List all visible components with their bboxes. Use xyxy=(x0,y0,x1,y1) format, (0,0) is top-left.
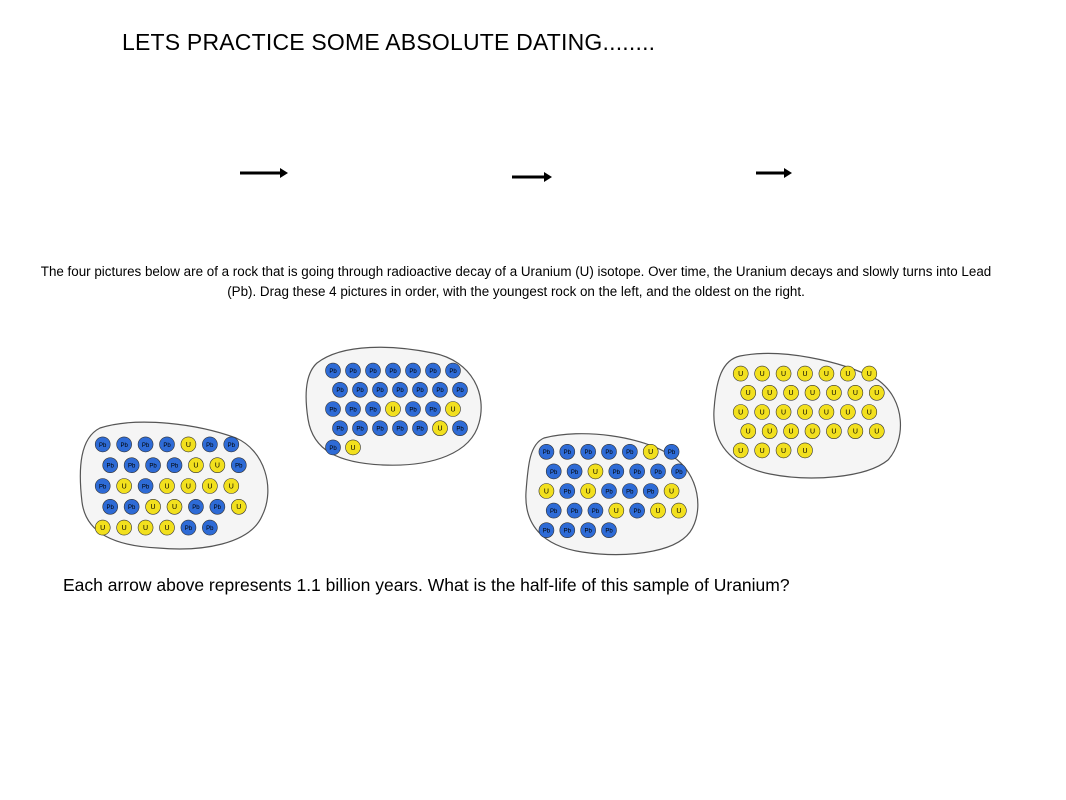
lead-atom xyxy=(453,421,468,436)
svg-text:U: U xyxy=(669,488,675,496)
uranium-atom xyxy=(776,405,791,420)
uranium-atom xyxy=(798,405,813,420)
uranium-atom xyxy=(160,520,175,535)
uranium-atom xyxy=(539,484,554,499)
svg-text:Pb: Pb xyxy=(605,450,613,457)
lead-atom xyxy=(426,402,441,417)
svg-text:U: U xyxy=(759,409,765,417)
svg-text:Pb: Pb xyxy=(416,388,424,395)
svg-text:U: U xyxy=(214,462,220,470)
svg-text:Pb: Pb xyxy=(570,469,579,476)
lead-atom xyxy=(453,382,468,397)
lead-atom xyxy=(231,458,246,473)
svg-text:Pb: Pb xyxy=(396,388,404,395)
svg-text:U: U xyxy=(781,409,787,417)
svg-text:Pb: Pb xyxy=(675,469,683,476)
uranium-atom xyxy=(671,503,686,518)
svg-text:U: U xyxy=(676,508,682,515)
svg-text:Pb: Pb xyxy=(349,407,357,414)
svg-text:Pb: Pb xyxy=(336,426,344,433)
svg-text:Pb: Pb xyxy=(542,450,551,457)
lead-atom xyxy=(326,440,341,455)
svg-text:Pb: Pb xyxy=(336,388,344,395)
lead-atom xyxy=(95,437,110,452)
lead-atom xyxy=(373,421,388,436)
svg-text:U: U xyxy=(193,462,199,470)
lead-atom xyxy=(433,382,448,397)
lead-atom xyxy=(138,479,153,494)
uranium-atom xyxy=(433,421,448,436)
page-title: LETS PRACTICE SOME ABSOLUTE DATING........ xyxy=(122,29,656,55)
lead-atom xyxy=(393,421,408,436)
uranium-atom xyxy=(826,424,841,439)
svg-text:Pb: Pb xyxy=(416,426,424,433)
svg-text:Pb: Pb xyxy=(149,463,157,470)
svg-text:U: U xyxy=(781,447,787,455)
svg-text:U: U xyxy=(767,390,773,398)
uranium-atom xyxy=(643,444,658,459)
svg-text:U: U xyxy=(809,428,816,436)
svg-text:Pb: Pb xyxy=(456,426,464,433)
uranium-atom xyxy=(784,424,799,439)
lead-atom xyxy=(181,520,196,535)
lead-atom xyxy=(406,402,421,417)
uranium-atom xyxy=(188,458,203,473)
svg-text:Pb: Pb xyxy=(667,450,676,457)
svg-text:U: U xyxy=(648,449,654,457)
svg-text:Pb: Pb xyxy=(591,509,600,515)
uranium-atom xyxy=(167,499,182,514)
uranium-atom xyxy=(733,443,748,458)
svg-text:Pb: Pb xyxy=(329,407,337,414)
uranium-atom xyxy=(664,484,679,499)
svg-text:Pb: Pb xyxy=(356,388,364,395)
lead-atom xyxy=(333,382,348,397)
svg-text:U: U xyxy=(543,488,549,496)
svg-text:U: U xyxy=(592,468,598,476)
lead-atom xyxy=(393,382,408,397)
lead-atom xyxy=(588,503,603,518)
lead-atom xyxy=(446,363,461,378)
uranium-atom xyxy=(848,385,863,400)
svg-text:U: U xyxy=(121,525,127,532)
svg-text:Pb: Pb xyxy=(329,445,337,452)
svg-text:Pb: Pb xyxy=(612,469,620,476)
svg-text:Pb: Pb xyxy=(206,526,214,532)
svg-text:Pb: Pb xyxy=(369,369,377,375)
uranium-atom xyxy=(146,499,161,514)
lead-atom xyxy=(560,523,575,538)
uranium-atom xyxy=(826,385,841,400)
svg-text:U: U xyxy=(788,390,794,398)
uranium-atom xyxy=(755,405,770,420)
svg-text:Pb: Pb xyxy=(329,369,337,375)
lead-atom xyxy=(103,458,118,473)
uranium-atom xyxy=(202,479,217,494)
lead-atom xyxy=(413,421,428,436)
lead-atom xyxy=(609,464,624,479)
svg-text:Pb: Pb xyxy=(376,388,384,395)
svg-text:Pb: Pb xyxy=(584,450,592,457)
lead-atom xyxy=(95,479,110,494)
lead-atom xyxy=(413,382,428,397)
rock-image-half-decayed[interactable] xyxy=(78,418,270,554)
uranium-atom xyxy=(869,385,884,400)
uranium-atom xyxy=(733,366,748,381)
lead-atom xyxy=(373,382,388,397)
lead-atom xyxy=(622,484,637,499)
uranium-atom xyxy=(762,424,777,439)
lead-atom xyxy=(539,523,554,538)
uranium-atom xyxy=(862,366,877,381)
svg-text:Pb: Pb xyxy=(626,489,634,496)
arrow-1 xyxy=(238,165,290,181)
svg-text:U: U xyxy=(236,504,242,512)
arrow-2 xyxy=(510,169,554,185)
svg-text:Pb: Pb xyxy=(227,442,235,449)
svg-text:U: U xyxy=(207,483,213,491)
uranium-atom xyxy=(741,424,756,439)
lead-atom xyxy=(346,402,361,417)
svg-text:Pb: Pb xyxy=(170,463,179,470)
uranium-atom xyxy=(869,424,884,439)
svg-text:U: U xyxy=(802,371,808,378)
uranium-atom xyxy=(386,402,401,417)
svg-text:U: U xyxy=(802,447,808,455)
uranium-atom xyxy=(95,520,110,535)
lead-atom xyxy=(560,444,575,459)
svg-text:U: U xyxy=(831,390,837,398)
uranium-atom xyxy=(755,366,770,381)
lead-atom xyxy=(539,444,554,459)
svg-text:Pb: Pb xyxy=(141,442,150,449)
uranium-atom xyxy=(776,366,791,381)
lead-atom xyxy=(581,523,596,538)
svg-text:U: U xyxy=(874,390,880,398)
svg-text:U: U xyxy=(831,428,837,436)
svg-text:U: U xyxy=(809,390,816,398)
svg-text:U: U xyxy=(350,444,356,452)
uranium-atom xyxy=(581,484,596,499)
uranium-atom xyxy=(798,443,813,458)
svg-text:U: U xyxy=(150,504,156,512)
instructions-text: The four pictures below are of a rock that is going through radioactive decay of a Uranium (U) isotope. Over time, the Uranium decays and slowly turns into Lead (Pb). Drag these 4 pictures in order, with the youngest rock on the left, and the oldest on the right. xyxy=(40,264,992,299)
lead-atom xyxy=(346,363,361,378)
lead-atom xyxy=(202,520,217,535)
lead-atom xyxy=(117,437,132,452)
uranium-atom xyxy=(762,385,777,400)
uranium-atom xyxy=(862,405,877,420)
svg-text:U: U xyxy=(745,390,751,398)
svg-text:Pb: Pb xyxy=(163,442,171,449)
svg-text:U: U xyxy=(738,447,744,455)
svg-text:Pb: Pb xyxy=(389,369,397,375)
lead-atom xyxy=(671,464,686,479)
lead-atom xyxy=(567,503,582,518)
svg-text:Pb: Pb xyxy=(120,442,128,449)
uranium-atom xyxy=(776,443,791,458)
svg-text:Pb: Pb xyxy=(563,489,571,496)
lead-atom xyxy=(146,458,161,473)
uranium-atom xyxy=(784,385,799,400)
svg-text:Pb: Pb xyxy=(127,463,136,470)
svg-text:Pb: Pb xyxy=(99,442,107,449)
svg-text:U: U xyxy=(759,447,765,455)
lead-atom xyxy=(366,363,381,378)
uranium-atom xyxy=(181,437,196,452)
svg-text:U: U xyxy=(390,406,396,414)
svg-text:Pb: Pb xyxy=(409,369,417,375)
svg-text:Pb: Pb xyxy=(396,426,404,433)
svg-text:U: U xyxy=(866,409,872,417)
uranium-atom xyxy=(798,366,813,381)
svg-text:U: U xyxy=(585,488,591,496)
svg-text:U: U xyxy=(866,371,872,378)
uranium-atom xyxy=(848,424,863,439)
lead-atom xyxy=(651,464,666,479)
lead-atom xyxy=(188,499,203,514)
lead-atom xyxy=(326,402,341,417)
lead-atom xyxy=(581,444,596,459)
svg-text:Pb: Pb xyxy=(356,426,364,433)
lead-atom xyxy=(643,484,658,499)
svg-text:Pb: Pb xyxy=(605,528,613,535)
svg-text:U: U xyxy=(121,483,127,491)
lead-atom xyxy=(386,363,401,378)
svg-text:U: U xyxy=(823,409,829,417)
svg-text:Pb: Pb xyxy=(626,450,634,457)
lead-atom xyxy=(406,363,421,378)
uranium-atom xyxy=(651,503,666,518)
lead-atom xyxy=(622,444,637,459)
svg-text:Pb: Pb xyxy=(184,526,193,532)
svg-text:Pb: Pb xyxy=(436,388,444,395)
svg-text:U: U xyxy=(759,371,765,378)
uranium-atom xyxy=(210,458,225,473)
uranium-atom xyxy=(231,499,246,514)
rock-image-quarter-uranium[interactable] xyxy=(522,430,702,556)
svg-text:U: U xyxy=(874,428,880,436)
svg-text:Pb: Pb xyxy=(106,463,114,470)
uranium-atom xyxy=(346,440,361,455)
lead-atom xyxy=(630,503,645,518)
lead-atom xyxy=(560,484,575,499)
svg-text:U: U xyxy=(852,428,858,436)
svg-text:Pb: Pb xyxy=(127,505,136,512)
lead-atom xyxy=(210,499,225,514)
rock-image-all-uranium[interactable] xyxy=(710,350,903,480)
svg-text:Pb: Pb xyxy=(542,528,551,535)
svg-text:U: U xyxy=(738,409,744,417)
svg-text:U: U xyxy=(437,425,443,433)
lead-atom xyxy=(366,402,381,417)
svg-text:Pb: Pb xyxy=(654,469,662,476)
svg-text:U: U xyxy=(788,428,794,436)
uranium-atom xyxy=(755,443,770,458)
svg-text:Pb: Pb xyxy=(213,505,222,512)
lead-atom xyxy=(333,421,348,436)
lead-atom xyxy=(664,444,679,459)
svg-text:Pb: Pb xyxy=(550,469,558,476)
lead-atom xyxy=(224,437,239,452)
svg-text:Pb: Pb xyxy=(563,450,571,457)
lead-atom xyxy=(326,363,341,378)
lead-atom xyxy=(103,499,118,514)
lead-atom xyxy=(124,499,139,514)
svg-text:Pb: Pb xyxy=(570,509,579,515)
uranium-atom xyxy=(588,464,603,479)
question-text: Each arrow above represents 1.1 billion years. What is the half-life of this sample of Uranium? xyxy=(63,575,790,595)
uranium-atom xyxy=(160,479,175,494)
svg-text:Pb: Pb xyxy=(605,489,613,496)
uranium-atom xyxy=(117,479,132,494)
uranium-atom xyxy=(819,366,834,381)
lead-atom xyxy=(602,523,617,538)
uranium-atom xyxy=(117,520,132,535)
rock-image-mostly-lead[interactable] xyxy=(303,343,485,467)
svg-text:U: U xyxy=(613,508,619,515)
svg-text:U: U xyxy=(845,371,851,378)
uranium-atom xyxy=(609,503,624,518)
svg-text:Pb: Pb xyxy=(369,407,377,414)
svg-text:Pb: Pb xyxy=(376,426,384,433)
svg-text:U: U xyxy=(164,525,170,532)
svg-text:U: U xyxy=(171,504,178,512)
uranium-atom xyxy=(805,424,820,439)
svg-text:Pb: Pb xyxy=(584,528,592,535)
svg-text:U: U xyxy=(655,508,661,515)
svg-text:U: U xyxy=(767,428,773,436)
lead-atom xyxy=(630,464,645,479)
svg-text:Pb: Pb xyxy=(563,528,571,535)
lead-atom xyxy=(160,437,175,452)
svg-text:Pb: Pb xyxy=(429,407,437,414)
lead-atom xyxy=(353,382,368,397)
svg-text:Pb: Pb xyxy=(99,484,107,491)
lead-atom xyxy=(426,363,441,378)
uranium-atom xyxy=(224,479,239,494)
svg-text:U: U xyxy=(745,428,751,436)
svg-text:Pb: Pb xyxy=(550,509,558,515)
svg-text:U: U xyxy=(738,371,744,378)
uranium-atom xyxy=(138,520,153,535)
svg-text:Pb: Pb xyxy=(206,442,214,449)
uranium-atom xyxy=(733,405,748,420)
svg-text:Pb: Pb xyxy=(429,369,437,375)
uranium-atom xyxy=(805,385,820,400)
lead-atom xyxy=(124,458,139,473)
uranium-atom xyxy=(741,385,756,400)
lead-atom xyxy=(353,421,368,436)
svg-text:Pb: Pb xyxy=(633,509,641,515)
svg-text:U: U xyxy=(852,390,858,398)
svg-text:U: U xyxy=(143,525,149,532)
lead-atom xyxy=(602,444,617,459)
svg-text:U: U xyxy=(450,406,456,414)
uranium-atom xyxy=(840,405,855,420)
arrow-3 xyxy=(754,165,794,181)
svg-text:U: U xyxy=(228,483,234,491)
svg-text:U: U xyxy=(781,371,787,378)
uranium-atom xyxy=(446,402,461,417)
svg-text:U: U xyxy=(802,409,808,417)
svg-text:Pb: Pb xyxy=(141,484,150,491)
lead-atom xyxy=(602,484,617,499)
svg-text:Pb: Pb xyxy=(456,388,464,395)
lead-atom xyxy=(167,458,182,473)
uranium-atom xyxy=(819,405,834,420)
lead-atom xyxy=(567,464,582,479)
lead-atom xyxy=(138,437,153,452)
lead-atom xyxy=(546,503,561,518)
lead-atom xyxy=(202,437,217,452)
svg-text:Pb: Pb xyxy=(449,369,457,375)
svg-text:Pb: Pb xyxy=(647,489,655,496)
svg-text:Pb: Pb xyxy=(192,505,200,512)
uranium-atom xyxy=(840,366,855,381)
svg-text:Pb: Pb xyxy=(349,369,357,375)
svg-text:U: U xyxy=(100,525,106,532)
svg-text:Pb: Pb xyxy=(633,469,641,476)
svg-text:Pb: Pb xyxy=(106,505,114,512)
svg-text:U: U xyxy=(164,483,170,491)
svg-text:U: U xyxy=(185,441,191,449)
uranium-atom xyxy=(181,479,196,494)
svg-text:U: U xyxy=(823,371,829,378)
svg-text:U: U xyxy=(845,409,851,417)
svg-text:U: U xyxy=(185,483,191,491)
svg-text:Pb: Pb xyxy=(235,463,243,470)
svg-text:Pb: Pb xyxy=(409,407,417,414)
lead-atom xyxy=(546,464,561,479)
